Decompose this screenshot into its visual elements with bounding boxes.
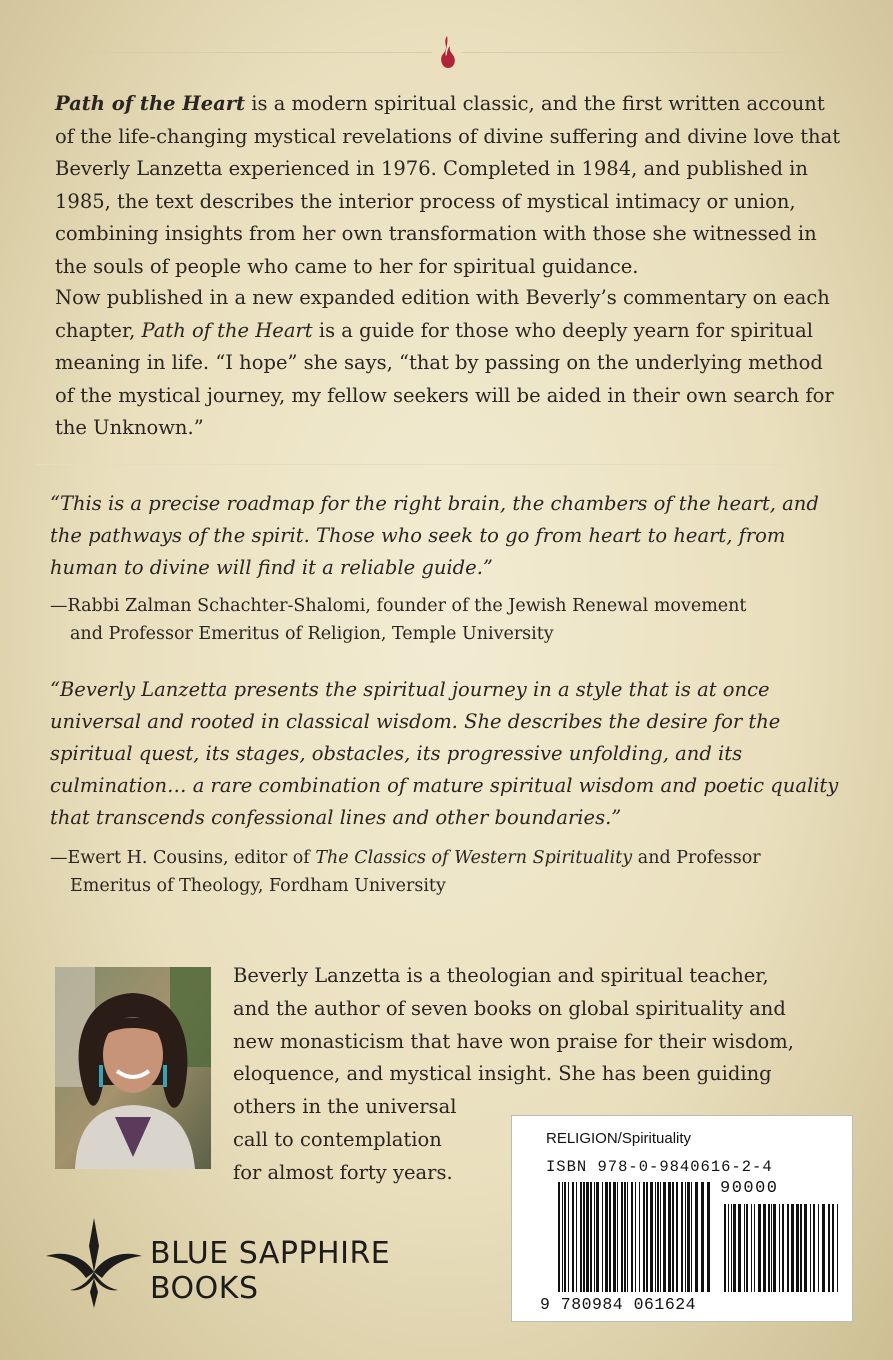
barcode-box xyxy=(511,1115,853,1322)
barcode-bar xyxy=(796,1204,799,1292)
barcode-bar xyxy=(787,1204,789,1292)
barcode-bar xyxy=(701,1182,704,1292)
barcode-bar xyxy=(724,1204,726,1292)
barcode-bar xyxy=(791,1204,794,1292)
author-bio: Beverly Lanzetta is a theologian and spiritual teacher, and the author of seven books on global spirituality and new monasticism that have won praise for their wisdom, eloquence, and mystical insight. She has been guiding others in the universal call to contemplation for almost forty years. xyxy=(233,964,794,1184)
isbn-label: ISBN 978-0-9840616-2-4 xyxy=(546,1158,773,1176)
barcode-bar xyxy=(832,1204,834,1292)
publisher-logo-icon xyxy=(44,1216,144,1310)
barcode-bar xyxy=(768,1204,770,1292)
barcode-bar xyxy=(650,1182,653,1292)
barcode-bar xyxy=(751,1204,752,1292)
barcode-bar xyxy=(828,1204,830,1292)
barcode-bar xyxy=(663,1182,666,1292)
barcode-bar xyxy=(562,1182,563,1292)
barcode-bar xyxy=(782,1204,784,1292)
barcode-bar xyxy=(583,1182,585,1292)
barcode-bar xyxy=(691,1182,692,1292)
barcode-bar xyxy=(733,1204,736,1292)
barcode-bar xyxy=(602,1182,603,1292)
barcode-bar xyxy=(676,1182,678,1292)
endorsement-attribution-1: —Rabbi Zalman Schachter-Shalomi, founder of the Jewish Renewal movement and Professor Emeritus of Religion, Temple University xyxy=(50,596,747,644)
barcode-bar xyxy=(631,1182,633,1292)
barcode-bar xyxy=(763,1204,766,1292)
flame-icon xyxy=(436,34,458,70)
endorsement-attribution-2: —Ewert H. Cousins, editor of The Classics of Western Spirituality and Professor Emeritus of Theology, Fordham University xyxy=(50,848,761,896)
barcode-bar xyxy=(572,1182,574,1292)
top-divider-left xyxy=(62,52,432,53)
ean-number: 9 780984 061624 xyxy=(540,1295,697,1314)
barcode-bar xyxy=(746,1204,748,1292)
barcode-bar xyxy=(731,1204,732,1292)
barcode-bar xyxy=(627,1182,628,1292)
barcode-bar xyxy=(804,1204,807,1292)
intro-paragraph-1: Path of the Heart is a modern spiritual classic, and the first written account of the life-changing mystical revelations of divine suffering and divine love that Beverly Lanzetta experienced in 1976. Completed in 1984, and published in 1985, the text describes the interior process of mystical intimacy or union, combining insights from her own transformation with those she witnessed in the souls of people who came to her for spiritual guidance. xyxy=(55,92,841,278)
section-divider xyxy=(36,464,826,465)
barcode-bar xyxy=(707,1182,710,1292)
barcode-bar xyxy=(646,1182,648,1292)
endorsement-quote-2: “Beverly Lanzetta presents the spiritual journey in a style that is at once universal and rooted in classical wisdom. She describes the desire for the spiritual quest, its stages, obstacles, its progressive unfolding, and its culmination… a rare combination of mature spiritual wisdom and poetic quality that transcends confessional lines and other boundaries.” xyxy=(50,678,839,829)
barcode-bar xyxy=(594,1182,595,1292)
author-photo xyxy=(55,967,211,1169)
barcode-bar xyxy=(568,1182,569,1292)
barcode-bar xyxy=(590,1182,592,1292)
bisac-category: RELIGION/Spirituality xyxy=(546,1130,692,1147)
book-title-inline: Path of the Heart xyxy=(141,318,313,342)
publisher-name: BLUE SAPPHIRE BOOKS xyxy=(150,1236,391,1306)
barcode-bar xyxy=(738,1204,741,1292)
endorsement-quote-1: “This is a precise roadmap for the right brain, the chambers of the heart, and the pathways of the spirit. Those who seek to go from heart to heart, from human to divine will find it a reliable guide.” xyxy=(50,492,819,579)
barcode-bar xyxy=(779,1204,780,1292)
top-divider-right xyxy=(462,52,832,53)
barcode-bar xyxy=(813,1204,815,1292)
barcode-bar xyxy=(660,1182,661,1292)
barcode-bar xyxy=(609,1182,611,1292)
barcode-bar xyxy=(672,1182,674,1292)
barcode-bar xyxy=(728,1204,729,1292)
barcode-bar xyxy=(564,1182,566,1292)
barcode-bar xyxy=(810,1204,811,1292)
barcode-bar xyxy=(668,1182,671,1292)
barcode-bar xyxy=(818,1204,819,1292)
book-title: Path of the Heart xyxy=(55,92,246,115)
barcode-bar xyxy=(681,1182,683,1292)
barcode-bar xyxy=(643,1182,645,1292)
barcode-bar xyxy=(621,1182,623,1292)
barcode-bar xyxy=(580,1182,582,1292)
barcode-bar xyxy=(657,1182,659,1292)
barcode-bar xyxy=(558,1182,560,1292)
barcode-bar xyxy=(576,1182,577,1292)
barcode-bar xyxy=(624,1182,626,1292)
barcode-bar xyxy=(613,1182,616,1292)
barcode-bar xyxy=(639,1182,640,1292)
barcode-bar xyxy=(837,1204,838,1292)
barcode-bar xyxy=(596,1182,599,1292)
barcode-bar xyxy=(758,1204,761,1292)
barcode-bar xyxy=(744,1204,745,1292)
barcode-bar xyxy=(800,1204,802,1292)
barcode-bar xyxy=(655,1182,656,1292)
barcode-bar xyxy=(685,1182,686,1292)
barcode-bar xyxy=(605,1182,608,1292)
barcode-bar xyxy=(687,1182,690,1292)
intro-paragraph-2: Now published in a new expanded edition with Beverly’s commentary on each chapter, Path of the Heart is a guide for those who deeply yearn for spiritual meaning in life. “I hope” she says, “that by passing on the underlying method of the mystical journey, my fellow seekers will be aided in their own search for the Unknown.” xyxy=(55,286,834,440)
barcode-bar xyxy=(822,1204,825,1292)
barcode-bar xyxy=(771,1204,772,1292)
barcode-bar xyxy=(773,1204,776,1292)
barcode-bar xyxy=(695,1182,698,1292)
barcode-bar xyxy=(617,1182,618,1292)
barcode-bar xyxy=(754,1204,755,1292)
barcode-bar xyxy=(586,1182,589,1292)
price-code: 90000 xyxy=(720,1179,779,1198)
barcode-bar xyxy=(635,1182,636,1292)
